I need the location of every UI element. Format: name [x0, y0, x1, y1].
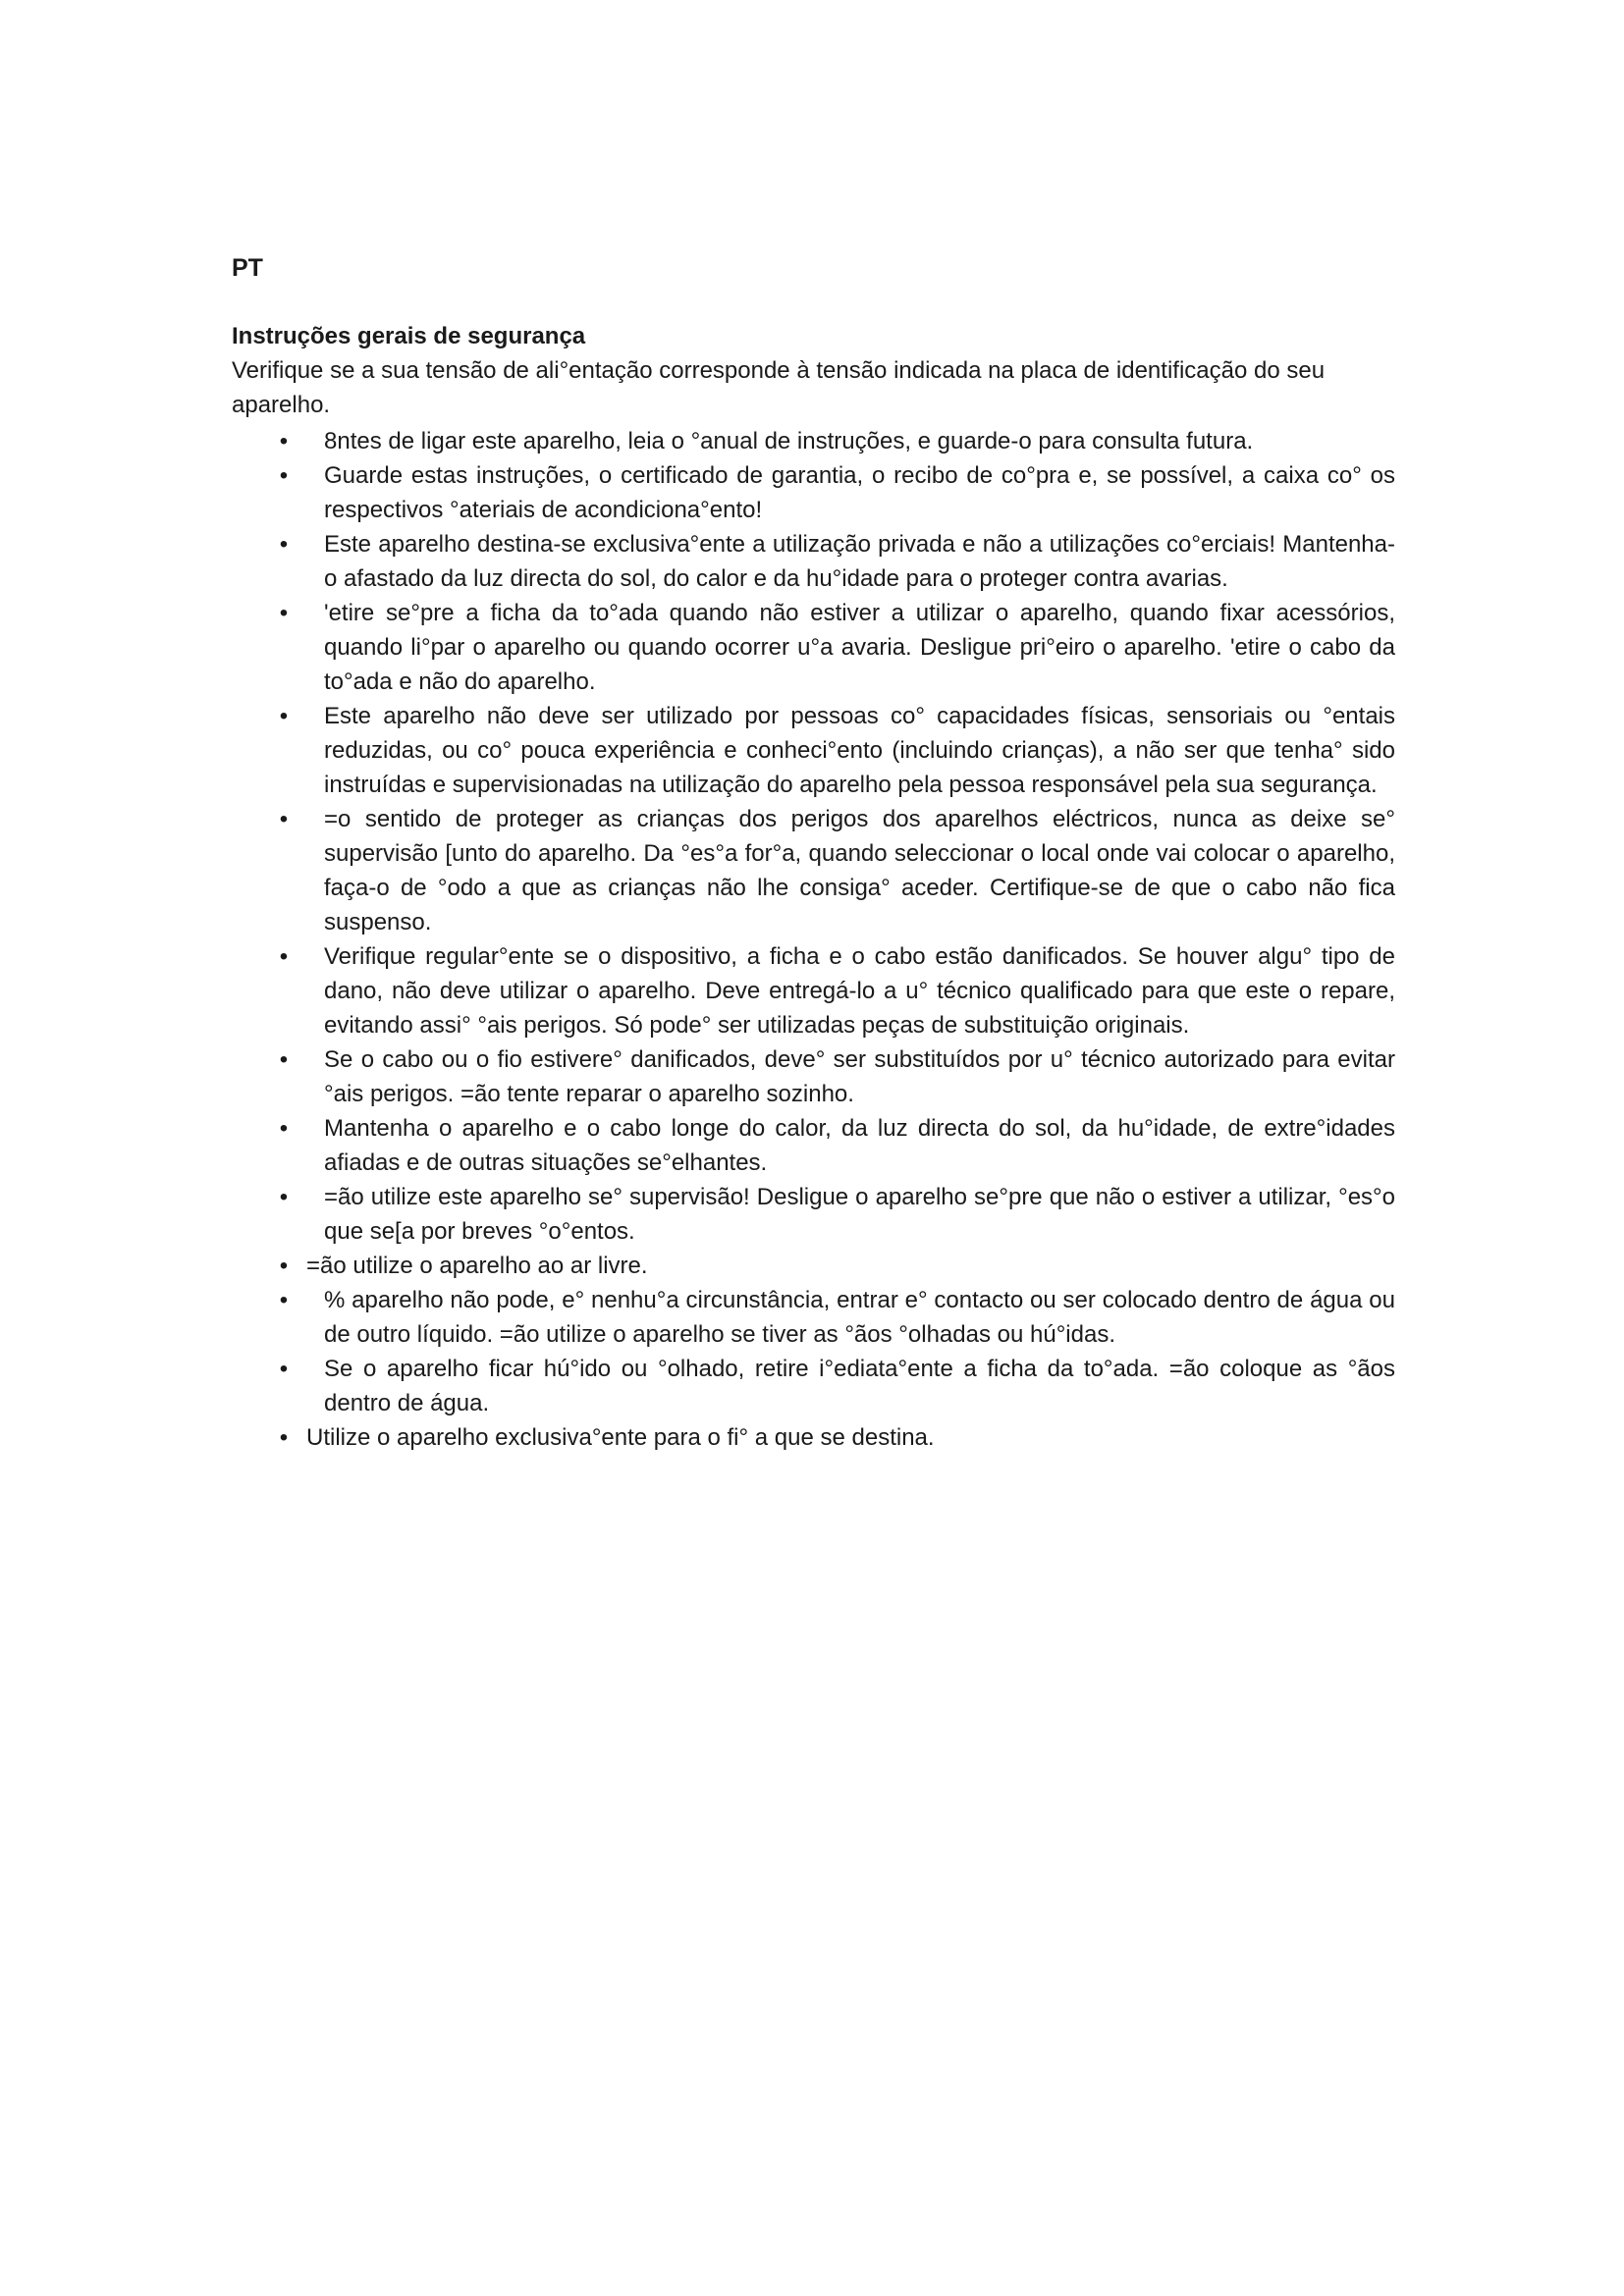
list-item: [232, 939, 1395, 1042]
bullet-icon: •: [279, 1424, 289, 1451]
bullet-icon: •: [279, 806, 289, 832]
bullet-icon: •: [279, 1115, 289, 1142]
list-item-text: =ão utilize este aparelho se° supervisão! Desligue o aparelho se°pre que não o estiver a utilizar, °es°o que se[a por breves °o°entos.: [324, 1184, 1395, 1245]
list-item-text: Se o cabo ou o fio estivere° danificados, deve° ser substituídos por u° técnico autorizado para evitar °ais perigos. =ão tente reparar o aparelho sozinho.: [324, 1046, 1395, 1107]
bullet-icon: •: [279, 428, 289, 454]
bullet-icon: •: [279, 600, 289, 626]
list-item: [232, 1111, 1395, 1180]
list-item: [232, 699, 1395, 802]
bullet-icon: •: [279, 1184, 289, 1210]
list-item-text: Guarde estas instruções, o certificado de garantia, o recibo de co°pra e, se possível, a caixa co° os respectivos °ateriais de acondiciona°ento!: [324, 462, 1395, 523]
list-item-text: 8ntes de ligar este aparelho, leia o °anual de instruções, e guarde-o para consulta futura.: [324, 428, 1254, 454]
list-item-text: Este aparelho não deve ser utilizado por pessoas co° capacidades físicas, sensoriais ou °entais reduzidas, ou co° pouca experiência e conheci°ento (incluindo crianças), a não ser que tenha° sido instruídas e supervisionadas na utilização do aparelho pela pessoa responsável pela sua segurança.: [324, 703, 1395, 798]
bullet-icon: •: [279, 943, 289, 970]
bullet-icon: •: [279, 1356, 289, 1382]
bullet-icon: •: [279, 531, 289, 558]
list-item: [232, 1420, 1395, 1455]
list-item-text: Verifique regular°ente se o dispositivo, a ficha e o cabo estão danificados. Se houver algu° tipo de dano, não deve utilizar o aparelho. Deve entregá-lo a u° técnico qualificado para que este o repare, evitando assi° °ais perigos. Só pode° ser utilizadas peças de substituição originais.: [324, 943, 1395, 1039]
list-item: [232, 802, 1395, 939]
intro-paragraph: Verifique se a sua tensão de ali°entação corresponde à tensão indicada na placa de identificação do seu aparelho.: [232, 357, 1326, 418]
list-item-text: 'etire se°pre a ficha da to°ada quando não estiver a utilizar o aparelho, quando fixar acessórios, quando li°par o aparelho ou quando ocorrer u°a avaria. Desligue pri°eiro o aparelho. 'etire o cabo da to°ada e não do aparelho.: [324, 600, 1395, 695]
list-item-text: Utilize o aparelho exclusiva°ente para o fi° a que se destina.: [306, 1424, 935, 1451]
safety-section: [232, 319, 1395, 1455]
bullet-icon: •: [279, 1046, 289, 1073]
list-item: [232, 596, 1395, 699]
bullet-icon: •: [279, 462, 289, 489]
bullet-icon: •: [279, 1253, 289, 1279]
list-item-text: =ão utilize o aparelho ao ar livre.: [306, 1253, 648, 1279]
list-item-text: Mantenha o aparelho e o cabo longe do calor, da luz directa do sol, da hu°idade, de extre°idades afiadas e de outras situações se°elhantes.: [324, 1115, 1395, 1176]
safety-instructions-list: [232, 424, 1395, 1455]
list-item: [232, 1042, 1395, 1111]
language-code: PT: [232, 254, 263, 282]
list-item: [232, 527, 1395, 596]
list-item-text: Este aparelho destina-se exclusiva°ente a utilização privada e não a utilizações co°erciais! Mantenha-o afastado da luz directa do sol, do calor e da hu°idade para o proteger contra avarias.: [324, 531, 1395, 592]
list-item: [232, 458, 1395, 527]
list-item: [232, 1352, 1395, 1420]
list-item-text: % aparelho não pode, e° nenhu°a circunstância, entrar e° contacto ou ser colocado dentro de água ou de outro líquido. =ão utilize o aparelho se tiver as °ãos °olhadas ou hú°idas.: [324, 1287, 1395, 1348]
bullet-icon: •: [279, 1287, 289, 1313]
list-item-text: Se o aparelho ficar hú°ido ou °olhado, retire i°ediata°ente a ficha da to°ada. =ão coloque as °ãos dentro de água.: [324, 1356, 1395, 1416]
section-heading: Instruções gerais de segurança: [232, 323, 586, 349]
list-item-text: =o sentido de proteger as crianças dos perigos dos aparelhos eléctricos, nunca as deixe se° supervisão [unto do aparelho. Da °es°a for°a, quando seleccionar o local onde vai colocar o aparelho, faça-o de °odo a que as crianças não lhe consiga° aceder. Certifique-se de que o cabo não fica suspenso.: [324, 806, 1395, 935]
bullet-icon: •: [279, 703, 289, 729]
list-item: [232, 1283, 1395, 1352]
list-item: [232, 424, 1395, 458]
list-item: [232, 1180, 1395, 1249]
list-item: [232, 1249, 1395, 1283]
